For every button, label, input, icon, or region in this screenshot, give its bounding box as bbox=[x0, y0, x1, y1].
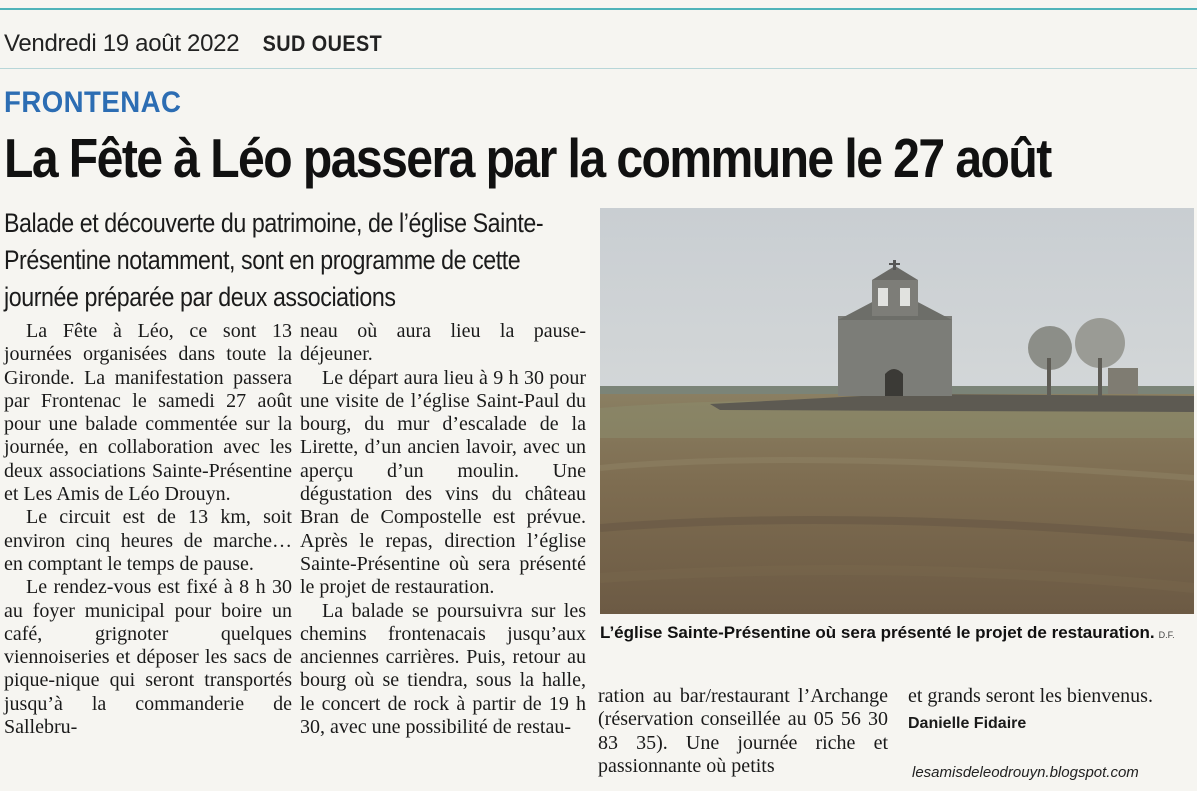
article-column-4 bbox=[908, 685, 1194, 736]
dateline bbox=[4, 30, 388, 58]
newspaper-name: SUD OUEST bbox=[262, 31, 382, 56]
top-rule bbox=[0, 8, 1197, 10]
church-photo bbox=[600, 208, 1194, 614]
photo-credit: D.F. bbox=[1158, 630, 1175, 640]
paragraph: Le départ aura lieu à 9 h 30 pour une visite de l’église Saint-Paul du bourg, du mur d’escalade de la Lirette, d’un ancien lavoir, avec un aperçu d’un moulin. Une dégustation des vins du château Bran de Compostelle est prévue. Après le repas, direction l’église Sainte-Présentine où sera présenté le projet de restauration. bbox=[300, 366, 586, 599]
article-standfirst: Balade et découverte du patrimoine, de l’église Sainte-Présentine notamment, sont en programme de cette journée préparée par deux associations bbox=[4, 208, 544, 312]
article-column-2 bbox=[300, 320, 586, 739]
caption-text: L’église Sainte-Présentine où sera présenté le projet de restauration. bbox=[600, 623, 1155, 642]
paragraph: Le circuit est de 13 km, soit environ cinq heures de marche… en comptant le temps de pause. bbox=[4, 506, 292, 575]
paragraph: neau où aura lieu la pause-déjeuner. bbox=[300, 320, 586, 366]
publication-date: Vendredi 19 août 2022 bbox=[4, 30, 240, 57]
article-headline: La Fête à Léo passera par la commune le 27 août bbox=[4, 127, 1051, 189]
article-column-1 bbox=[4, 320, 292, 739]
author-signature: Danielle Fidaire bbox=[908, 715, 1027, 733]
paragraph: ration au bar/restaurant l’Archange (réservation conseillée au 05 56 30 83 35). Une journée riche et passionnante où petits bbox=[598, 685, 888, 777]
source-url: lesamisdeleodrouyn.blogspot.com bbox=[912, 764, 1139, 781]
paragraph: La balade se poursuivra sur les chemins frontenacais jusqu’aux anciennes carrières. Puis, retour au bourg où se tiendra, sous la halle, le concert de rock à partir de 19 h 30, avec une possibilité de restau- bbox=[300, 599, 586, 739]
article-column-3 bbox=[598, 685, 888, 778]
paragraph: et grands seront les bienvenus. bbox=[908, 685, 1153, 707]
church-photo-image bbox=[600, 208, 1194, 614]
photo-caption bbox=[600, 622, 1194, 646]
paragraph: La Fête à Léo, ce sont 13 journées organisées dans toute la Gironde. La manifestation passera par Frontenac le samedi 27 août pour une balade commentée sur la journée, en collaboration avec les deux associations Sainte-Présentine et Les Amis de Léo Drouyn. bbox=[4, 320, 292, 506]
paragraph: Le rendez-vous est fixé à 8 h 30 au foyer municipal pour boire un café, grignoter quelques viennoiseries et déposer les sacs de pique-nique qui seront transportés jusqu’à la commanderie de Sallebru- bbox=[4, 576, 292, 739]
section-kicker: FRONTENAC bbox=[4, 86, 182, 119]
header-rule bbox=[0, 68, 1197, 69]
